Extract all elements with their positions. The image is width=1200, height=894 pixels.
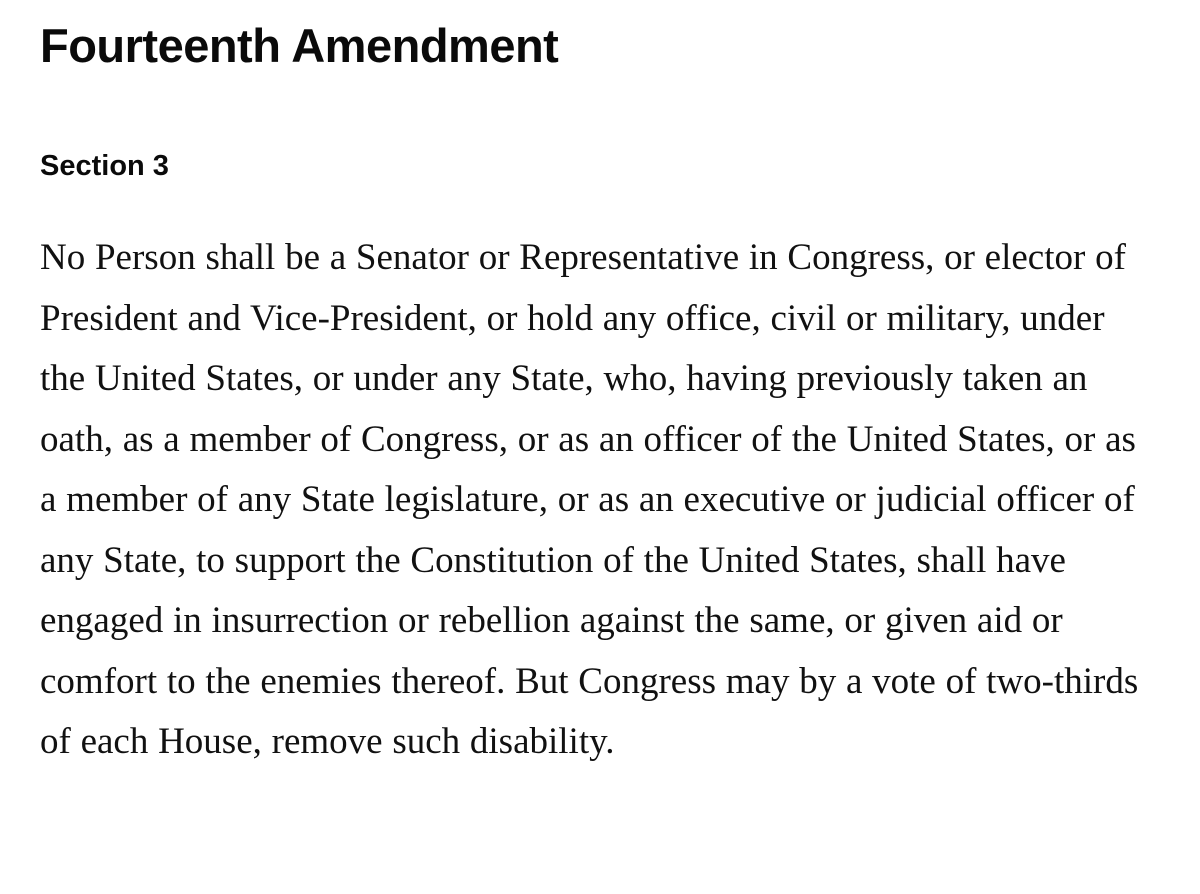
- page-title: Fourteenth Amendment: [40, 19, 559, 72]
- section-heading: Section 3: [40, 149, 169, 182]
- section-body-text: No Person shall be a Senator or Representative in Congress, or elector of President and Vice-President, or hold any office, civil or military, under the United States, or under any State, who, having previously taken an oath, as a member of Congress, or as an officer of the United States, or as a member of any State legislature, or as an executive or judicial officer of any State, to support the Constitution of the United States, shall have engaged in insurrection or rebellion against the same, or given aid or comfort to the enemies thereof. But Congress may by a vote of two-thirds of each House, remove such disability.: [40, 237, 1139, 763]
